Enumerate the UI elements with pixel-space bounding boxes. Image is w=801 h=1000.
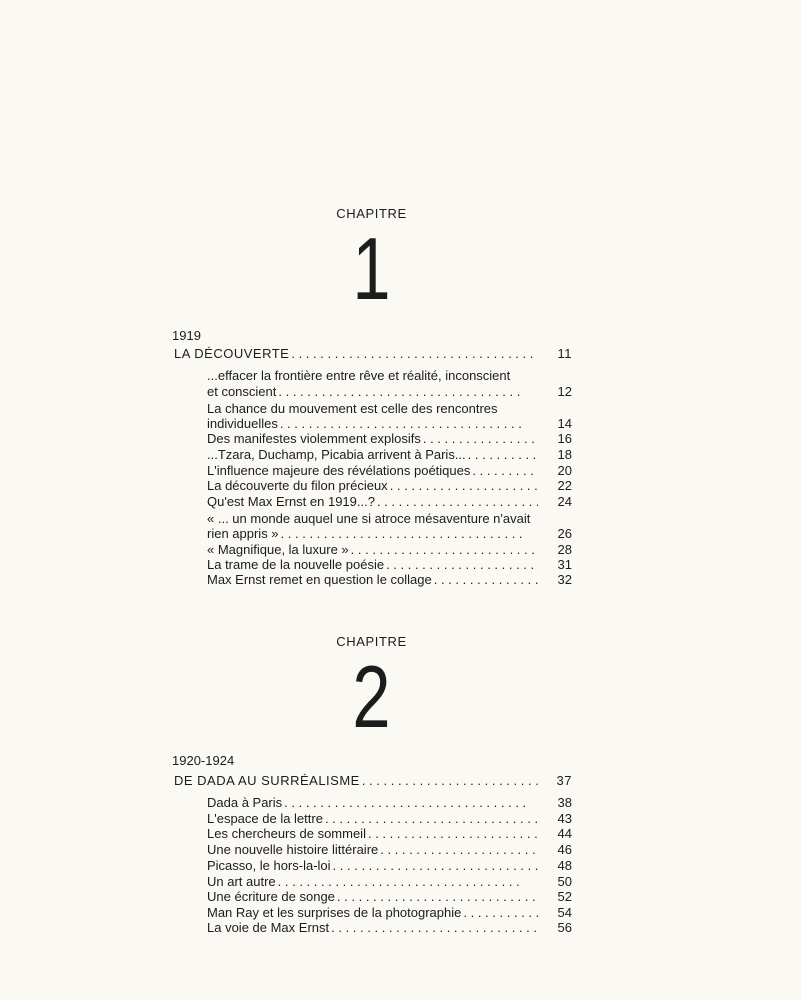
dot-leader — [378, 842, 538, 857]
toc-entry[interactable] — [207, 542, 572, 557]
page-number: 16 — [557, 431, 572, 446]
page-number: 11 — [557, 346, 572, 361]
toc-entry[interactable] — [207, 463, 572, 478]
toc-entry-line — [207, 368, 534, 383]
toc-entry-line — [207, 401, 534, 416]
page-number: 43 — [557, 811, 572, 826]
dot-leader — [329, 920, 538, 935]
page-number: 37 — [556, 773, 572, 788]
toc-entry[interactable] — [207, 494, 572, 509]
toc-entry[interactable] — [207, 905, 572, 920]
entry-title: Man Ray et les surprises de la photographie — [207, 905, 462, 920]
dot-leader — [432, 572, 538, 587]
toc-entry[interactable] — [207, 384, 572, 399]
toc-entry-line — [207, 511, 534, 526]
entry-title: La trame de la nouvelle poésie — [207, 557, 385, 572]
toc-entry[interactable] — [207, 858, 572, 873]
dot-leader — [388, 478, 538, 493]
toc-entry[interactable] — [207, 795, 572, 810]
chapter-label: CHAPITRE — [336, 206, 407, 221]
page-number: 14 — [557, 416, 572, 431]
toc-entry[interactable] — [207, 572, 572, 587]
section-title: DE DADA AU SURRÉALISME — [174, 773, 360, 788]
dot-leader — [331, 858, 538, 873]
dot-leader — [278, 416, 538, 431]
chapter-number: 1 — [352, 219, 391, 318]
dot-leader — [384, 557, 538, 572]
page-number: 24 — [557, 494, 572, 509]
dot-leader — [466, 447, 538, 462]
chapter-year: 1919 — [172, 328, 201, 343]
section-title: LA DÉCOUVERTE — [174, 346, 290, 361]
dot-leader — [366, 826, 538, 841]
dot-leader — [276, 874, 538, 889]
entry-title: Une nouvelle histoire littéraire — [207, 842, 379, 857]
chapter-1-heading — [0, 206, 743, 318]
entry-title: Picasso, le hors-la-loi — [207, 858, 331, 873]
entry-title-line: « ... un monde auquel une si atroce mésaventure n'avait — [207, 511, 531, 526]
page-number: 20 — [557, 463, 572, 478]
dot-leader — [335, 889, 538, 904]
page-number: 22 — [557, 478, 572, 493]
entry-title: ...Tzara, Duchamp, Picabia arrivent à Paris... — [207, 447, 466, 462]
page-number: 46 — [557, 842, 572, 857]
page-number: 52 — [557, 889, 572, 904]
dot-leader — [323, 811, 538, 826]
entry-title: La voie de Max Ernst — [207, 920, 330, 935]
entry-title-line: ...effacer la frontière entre rêve et réalité, inconscient — [207, 368, 511, 383]
entry-title-line: La chance du mouvement est celle des rencontres — [207, 401, 498, 416]
entry-title: et conscient — [207, 384, 277, 399]
page-number: 32 — [557, 572, 572, 587]
toc-entry[interactable] — [207, 447, 572, 462]
dot-leader — [282, 795, 538, 810]
dot-leader — [289, 346, 538, 361]
dot-leader — [461, 905, 538, 920]
toc-entry[interactable] — [207, 920, 572, 935]
chapter-year: 1920-1924 — [172, 753, 235, 768]
entry-title: Une écriture de songe — [207, 889, 335, 904]
dot-leader — [279, 526, 538, 541]
page-number: 26 — [557, 526, 572, 541]
entry-title: Qu'est Max Ernst en 1919...? — [207, 494, 375, 509]
chapter-number: 2 — [352, 647, 391, 746]
page-number: 12 — [557, 384, 572, 399]
toc-entry[interactable] — [207, 416, 572, 431]
page-number: 31 — [557, 557, 572, 572]
toc-entry[interactable] — [207, 431, 572, 446]
entry-title: La découverte du filon précieux — [207, 478, 388, 493]
entry-title: rien appris » — [207, 526, 279, 541]
toc-entry[interactable] — [207, 842, 572, 857]
entry-title: « Magnifique, la luxure » — [207, 542, 349, 557]
entry-title: Des manifestes violemment explosifs — [207, 431, 421, 446]
page-number: 38 — [557, 795, 572, 810]
page-number: 54 — [557, 905, 572, 920]
entry-title: Max Ernst remet en question le collage — [207, 572, 432, 587]
toc-section-row[interactable] — [174, 346, 572, 361]
page-number: 44 — [557, 826, 572, 841]
entry-title: Un art autre — [207, 874, 276, 889]
toc-entry[interactable] — [207, 889, 572, 904]
entry-title: L'espace de la lettre — [207, 811, 323, 826]
page-number: 50 — [557, 874, 572, 889]
toc-entry[interactable] — [207, 478, 572, 493]
entry-title: Les chercheurs de sommeil — [207, 826, 366, 841]
toc-entry[interactable] — [207, 826, 572, 841]
dot-leader — [375, 494, 538, 509]
dot-leader — [470, 463, 538, 478]
chapter-label: CHAPITRE — [336, 634, 407, 649]
toc-entry[interactable] — [207, 557, 572, 572]
entry-title: L'influence majeure des révélations poétiques — [207, 463, 471, 478]
dot-leader — [349, 542, 538, 557]
page-number: 18 — [557, 447, 572, 462]
entry-title: Dada à Paris — [207, 795, 283, 810]
page-number: 28 — [557, 542, 572, 557]
dot-leader — [421, 431, 538, 446]
toc-entry[interactable] — [207, 811, 572, 826]
page-number: 56 — [557, 920, 572, 935]
toc-entry[interactable] — [207, 874, 572, 889]
chapter-2-heading — [0, 634, 743, 746]
toc-entry[interactable] — [207, 526, 572, 541]
dot-leader — [276, 384, 538, 399]
entry-title: individuelles — [207, 416, 278, 431]
page-number: 48 — [557, 858, 572, 873]
dot-leader — [360, 773, 538, 788]
toc-section-row[interactable] — [174, 773, 572, 788]
